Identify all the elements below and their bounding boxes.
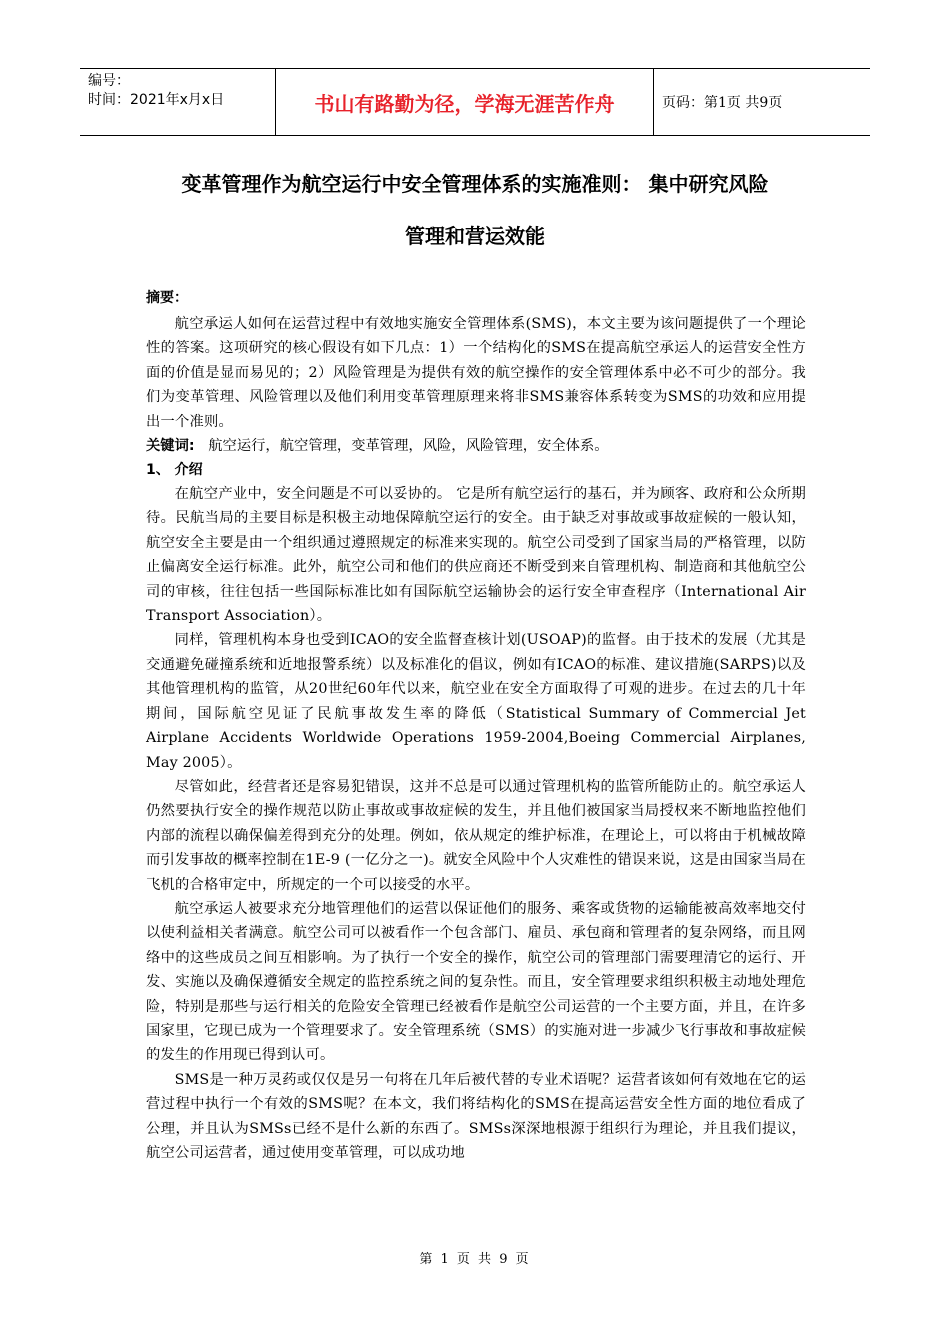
header-page-cell xyxy=(654,69,870,135)
section-heading-introduction: 1、 介绍 xyxy=(146,462,203,479)
page-footer: 第 1 页 共 9 页 xyxy=(419,1252,531,1267)
paragraph-4: 航空承运人被要求充分地管理他们的运营以保证他们的服务、乘客或货物的运输能被高效率地交付以使利益相关者满意。航空公司可以被看作一个包含部门、雇员、承包商和管理者的复杂网络，而且网络中的这些成员之间互相影响。为了执行一个安全的操作，航空公司的管理部门需要理清它的运行、开发、实施以及确保遵循安全规定的监控系统之间的复杂性。而且，安全管理要求组织积极主动地处理危险，特别是那些与运行相关的危险安全管理已经被看作是航空公司运营的一个主要方面，并且，在许多国家里，它现已成为一个管理要求了。安全管理系统（SMS）的实施对进一步减少飞行事故和事故症候的发生的作用现已得到认可。 xyxy=(146,900,806,1064)
header-motto-cell xyxy=(276,69,654,135)
document-date: 时间：2021年x月x日 xyxy=(88,92,225,108)
paragraph-1: 在航空产业中，安全问题是不可以妥协的。 它是所有航空运行的基石，并为顾客、政府和公众所期待。民航当局的主要目标是积极主动地保障航空运行的安全。由于缺乏对事故或事故症候的一般认知，航空安全主要是由一个组织通过遵照规定的标准来实现的。航空公司受到了国家当局的严格管理，以防止偏离安全运行标准。此外，航空公司和他们的供应商还不断受到来自管理机构、制造商和其他航空公司的审核，往往包括一些国际标准比如有国际航空运输协会的运行安全审查程序（International Air Transport Association）。 xyxy=(146,486,806,625)
document-title-line-2: 管理和营运效能 xyxy=(405,224,545,248)
abstract-text: 航空承运人如何在运营过程中有效地实施安全管理体系(SMS)，本文主要为该问题提供了一个理论性的答案。这项研究的核心假设有如下几点：1）一个结构化的SMS在提高航空承运人的运营安全性方面的价值是显而易见的；2）风险管理是为提供有效的航空操作的安全管理体系中必不可少的部分。我们为变革管理、风险管理以及他们利用变革管理原理来将非SMS兼容体系转变为SMS的功效和应用提出一个准则。 xyxy=(146,316,806,430)
paragraph-5: SMS是一种万灵药或仅仅是另一句将在几年后被代替的专业术语呢？运营者该如何有效地在它的运营过程中执行一个有效的SMS呢？在本文，我们将结构化的SMS在提高运营安全性方面的地位看成了公理，并且认为SMSs已经不是什么新的东西了。SMSs深深地根源于组织行为理论，并且我们提议，航空公司运营者，通过使用变革管理，可以成功地 xyxy=(146,1071,806,1161)
paragraph-3: 尽管如此，经营者还是容易犯错误，这并不总是可以通过管理机构的监管所能防止的。航空承运人仍然要执行安全的操作规范以防止事故或事故症候的发生，并且他们被国家当局授权来不断地监控他们内部的流程以确保偏差得到充分的处理。例如，依从规定的维护标准，在理论上，可以将由于机械故障而引发事故的概率控制在1E-9 (一亿分之一)。就安全风险中个人灾难性的错误来说，这是由国家当局在飞机的合格审定中，所规定的一个可以接受的水平。 xyxy=(146,778,806,893)
keywords-label: 关键词: xyxy=(146,438,195,455)
paragraph-2: 同样，管理机构本身也受到ICAO的安全监督查核计划(USOAP)的监督。由于技术的发展（尤其是交通避免碰撞系统和近地报警系统）以及标准化的倡议，例如有ICAO的标准、建议措施(SARPS)以及其他管理机构的监管，从20世纪60年代以来，航空业在安全方面取得了可观的进步。在过去的几十年期间，国际航空见证了民航事故发生率的降低（Statistical Summary of Commercial Jet Airplane Accidents Worldwide Operations 1959-2004,Boeing Commercial Airplanes, May 2005）。 xyxy=(146,632,806,771)
keywords-line xyxy=(146,434,806,458)
header-table xyxy=(80,68,870,136)
abstract-label: 摘要： xyxy=(146,290,188,306)
document-title-line-1: 变革管理作为航空运行中安全管理体系的实施准则： 集中研究风险 xyxy=(181,172,769,196)
header-info-cell xyxy=(80,69,276,135)
document-number: 编号： xyxy=(88,73,130,89)
keywords-text: 航空运行，航空管理，变革管理，风险，风险管理，安全体系。 xyxy=(208,438,609,455)
motto-text: 书山有路勤为径，学海无涯苦作舟 xyxy=(314,91,615,116)
document-body xyxy=(146,288,806,1165)
page-number-label: 页码：第1页 共9页 xyxy=(662,95,783,111)
